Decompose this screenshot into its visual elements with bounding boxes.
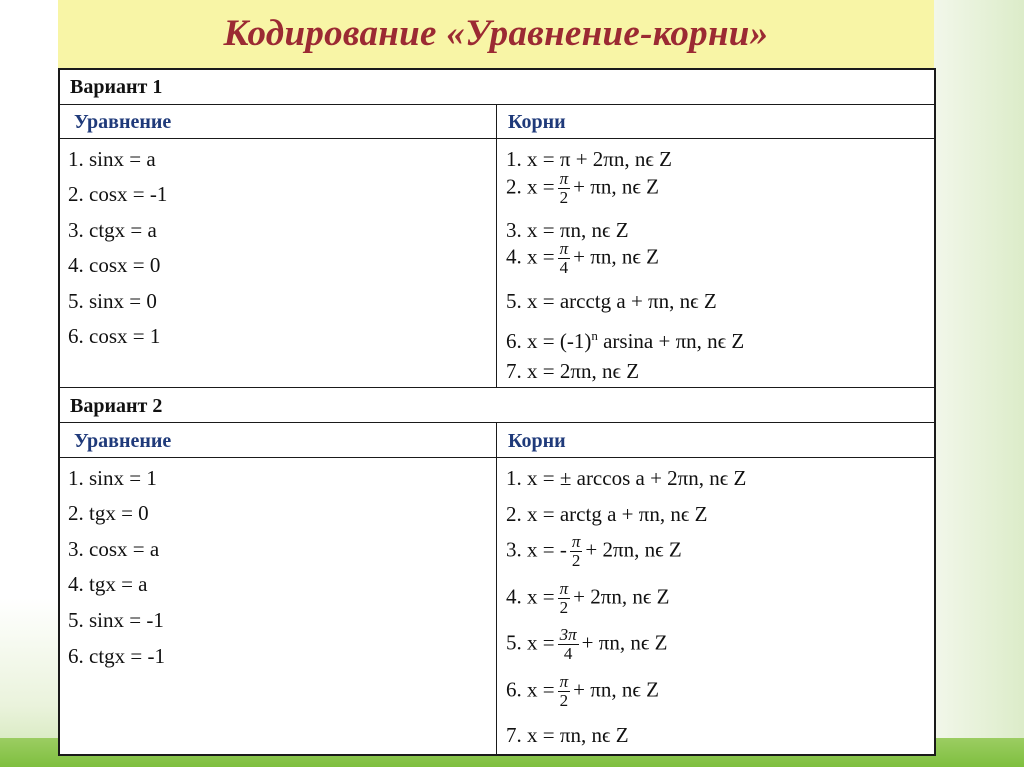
root-prefix: 6. x = xyxy=(506,677,555,702)
variant-2-equation-header: Уравнение xyxy=(74,430,172,452)
decorative-side-band xyxy=(934,0,1024,767)
fraction-denominator: 2 xyxy=(558,188,571,207)
table-rule xyxy=(60,387,934,388)
equation-item: 6. cosx = 1 xyxy=(68,324,161,348)
root-item: 3. x = πn, nϵ Z xyxy=(506,218,629,242)
variant-2-roots-header: Корни xyxy=(508,430,566,452)
variant-2-label: Вариант 2 xyxy=(70,395,163,417)
root-suffix: + 2πn, nϵ Z xyxy=(585,537,682,562)
equation-item: 3. ctgx = a xyxy=(68,218,157,242)
equation-item: 1. sinx = 1 xyxy=(68,466,157,490)
root-suffix: arsina + πn, nϵ Z xyxy=(603,329,745,353)
root-item xyxy=(506,580,669,617)
equation-item: 2. tgx = 0 xyxy=(68,501,149,525)
root-prefix: 2. x = xyxy=(506,174,555,199)
equation-item: 5. sinx = 0 xyxy=(68,289,157,313)
root-item xyxy=(506,170,659,207)
root-prefix: 5. x = xyxy=(506,630,555,655)
root-suffix: + πn, nϵ Z xyxy=(573,244,659,269)
root-prefix: 4. x = xyxy=(506,584,555,609)
fraction xyxy=(570,533,583,570)
root-item: 5. x = arcctg a + πn, nϵ Z xyxy=(506,289,717,313)
root-prefix: 4. x = xyxy=(506,244,555,269)
equation-item: 3. cosx = a xyxy=(68,537,160,561)
equation-item: 4. cosx = 0 xyxy=(68,253,161,277)
fraction-denominator: 4 xyxy=(558,644,579,663)
page-title: Кодирование «Уравнение-корни» xyxy=(223,13,769,54)
fraction-numerator: 3π xyxy=(559,625,577,644)
fraction-denominator: 2 xyxy=(558,598,571,617)
root-suffix: + 2πn, nϵ Z xyxy=(573,584,670,609)
table-rule xyxy=(60,104,934,105)
column-divider xyxy=(496,104,497,387)
root-item xyxy=(506,626,667,663)
fraction xyxy=(558,170,571,207)
fraction-denominator: 2 xyxy=(558,691,571,710)
table-rule xyxy=(60,138,934,139)
table-rule xyxy=(60,422,934,423)
equation-roots-table xyxy=(58,68,936,756)
equation-item: 1. sinx = a xyxy=(68,147,156,171)
fraction-numerator: π xyxy=(559,239,569,258)
root-exponent: n xyxy=(591,328,598,343)
root-prefix: 6. x = (-1) xyxy=(506,329,592,353)
equation-item: 5. sinx = -1 xyxy=(68,608,164,632)
root-item: 7. x = πn, nϵ Z xyxy=(506,723,629,747)
fraction-numerator: π xyxy=(559,672,569,691)
root-item xyxy=(506,323,744,354)
fraction-denominator: 4 xyxy=(558,258,571,277)
equation-item: 2. cosx = -1 xyxy=(68,182,168,206)
root-item xyxy=(506,240,659,277)
column-divider xyxy=(496,422,497,754)
equation-item: 4. tgx = a xyxy=(68,572,148,596)
root-suffix: + πn, nϵ Z xyxy=(581,630,668,655)
table-rule xyxy=(60,457,934,458)
fraction xyxy=(558,240,571,277)
root-prefix: 3. x = - xyxy=(506,537,567,562)
variant-1-roots-header: Корни xyxy=(508,111,566,133)
fraction-numerator: π xyxy=(559,579,569,598)
fraction xyxy=(558,626,579,663)
equation-item: 6. ctgx = -1 xyxy=(68,644,165,668)
root-suffix: + πn, nϵ Z xyxy=(573,174,659,199)
root-suffix: + πn, nϵ Z xyxy=(573,677,659,702)
fraction-denominator: 2 xyxy=(570,551,583,570)
fraction xyxy=(558,580,571,617)
variant-1-equation-header: Уравнение xyxy=(74,111,172,133)
root-item: 7. x = 2πn, nϵ Z xyxy=(506,359,640,383)
root-item: 2. x = arctg a + πn, nϵ Z xyxy=(506,502,708,526)
fraction-numerator: π xyxy=(571,532,581,551)
root-item: 1. x = ± arccos a + 2πn, nϵ Z xyxy=(506,466,747,490)
root-item xyxy=(506,533,682,570)
fraction xyxy=(558,673,571,710)
root-item xyxy=(506,673,659,710)
root-item: 1. x = π + 2πn, nϵ Z xyxy=(506,147,672,171)
fraction-numerator: π xyxy=(559,169,569,188)
variant-1-label: Вариант 1 xyxy=(70,76,163,98)
